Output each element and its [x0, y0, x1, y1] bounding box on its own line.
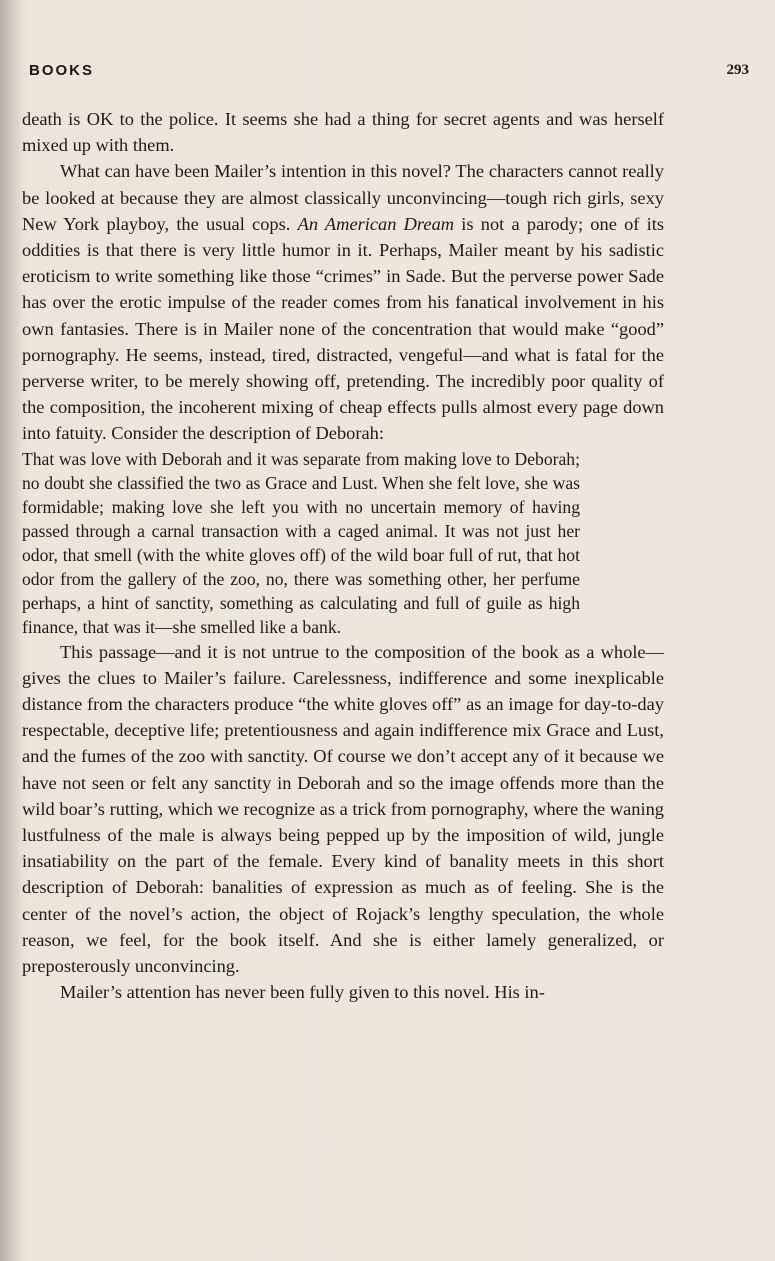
- paragraph-2-part-a: What can have been Mailer’s intention in this novel? The characters cannot really be looked at because they are almost classically unconvincing—tough rich girls, sexy New York playboy, the usual cops.: [22, 161, 664, 234]
- section-title: BOOKS: [29, 62, 95, 79]
- paragraph-1: death is OK to the police. It seems she had a thing for secret agents and was herself mixed up with them.: [22, 109, 664, 156]
- paragraph-3: This passage—and it is not untrue to the composition of the book as a whole—gives the clues to Mailer’s failure. Carelessness, indifference and some inexplicable distance from the characters produce “the white gloves off” as an image for day-to-day respectable, deceptive life; pretentiousness and again indifference mix Grace and Lust, and the fumes of the zoo with sanctity. Of course we don’t accept any of it because we have not seen or felt any sanctity in Deborah and so the image offends more than the wild boar’s rutting, which we recognize as a trick from pornography, where the waning lustfulness of the male is always being pepped up by the imposition of wild, jungle insatiability on the part of the female. Every kind of banality meets in this short description of Deborah: banalities of expression as much as of feeling. She is the center of the novel’s action, the object of Rojack’s lengthy speculation, the whole reason, we feel, for the book itself. And she is either lamely generalized, or preposterously unconvincing.: [22, 641, 664, 977]
- paragraph-2-part-b: is not a parody; one of its oddities is that there is very little humor in it. Perhaps, Mailer meant by his sadistic eroticism to write something like those “crimes” in Sade. But the perverse power Sade has over the erotic impulse of the reader comes from his fanatical involvement in his own fantasies. There is in Mailer none of the concentration that would make “good” pornography. He seems, instead, tired, distracted, vengeful—and what is fatal for the perverse writer, to be merely showing off, pretending. The incredibly poor quality of the composition, the incoherent mixing of cheap effects pulls almost every page down into fatuity. Consider the description of Deborah:: [22, 213, 665, 444]
- page-spine-shadow: [0, 0, 22, 1261]
- running-head: [29, 62, 749, 86]
- block-quote: That was love with Deborah and it was separate from making love to Deborah; no doubt she classified the two as Grace and Lust. When she felt love, she was formidable; making love she left you with no uncertain memory of having passed through a carnal transaction with a caged animal. It was not just her odor, that smell (with the white gloves off) of the wild boar full of rut, that hot odor from the gallery of the zoo, no, there was something other, her perfume perhaps, a hint of sanctity, something as calculating and full of guile as high finance, that was it—she smelled like a bank.: [22, 448, 580, 637]
- paragraph-2: [22, 158, 664, 446]
- paragraph-4: Mailer’s attention has never been fully given to this novel. His in-: [60, 982, 545, 1003]
- body-text: [22, 106, 664, 1005]
- book-title: An American Dream: [297, 213, 455, 234]
- page-number: 293: [726, 62, 749, 78]
